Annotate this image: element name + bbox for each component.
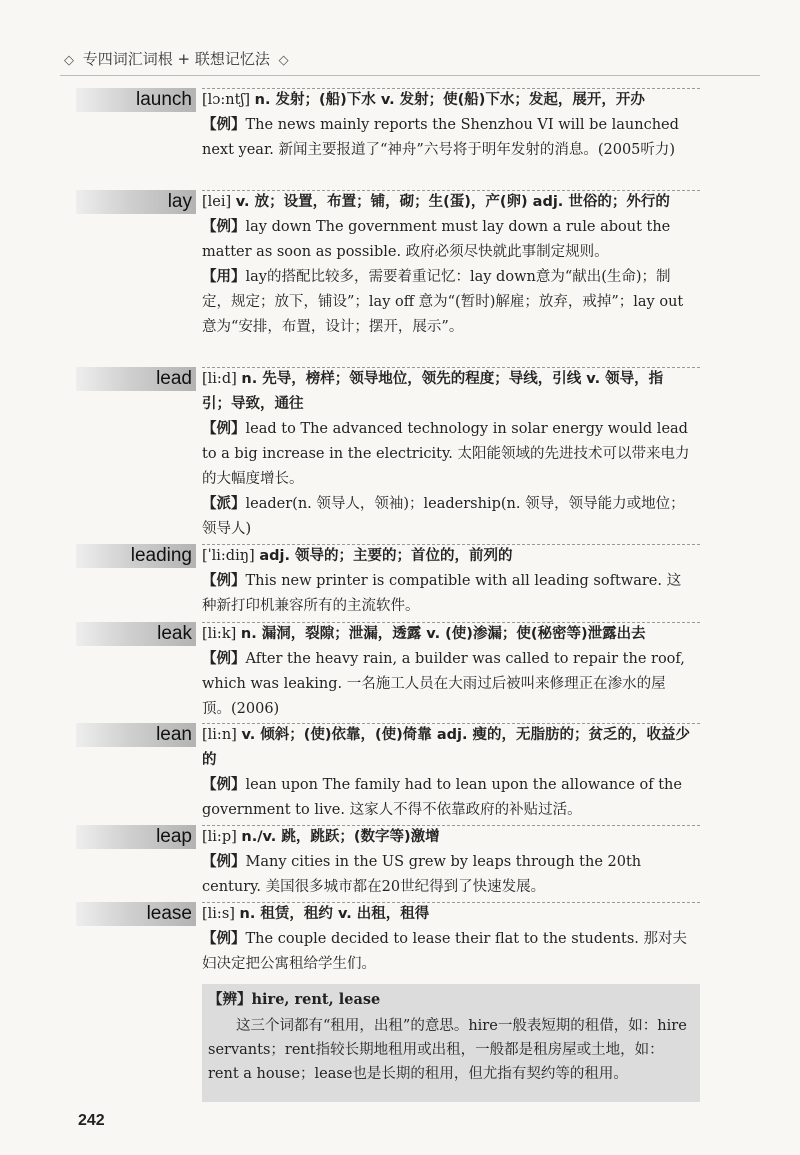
phonetic: [li:p]: [202, 829, 237, 845]
phonetic: [li:n]: [202, 727, 237, 743]
example-tag: 【例】: [202, 651, 246, 667]
example-text: Many cities in the US grew by leaps through the 20th century. 美国很多城市都在20世纪得到了快速发展。: [202, 854, 642, 895]
running-header: [60, 48, 760, 74]
example-text: The news mainly reports the Shenzhou VI will be launched next year. 新闻主要报道了“神舟”六号将于明年发射的消息。(2005听力): [202, 117, 679, 158]
example-text: This new printer is compatible with all leading software. 这种新打印机兼容所有的主流软件。: [202, 573, 682, 614]
example-tag: 【例】: [202, 777, 246, 793]
page-number: 242: [78, 1112, 105, 1129]
headword: lay: [167, 191, 192, 212]
example-tag: 【例】: [202, 854, 246, 870]
diamond-icon: ◇: [64, 53, 74, 68]
definition-line: [202, 367, 692, 417]
usage-line: [202, 265, 692, 340]
definition: v. 放；设置，布置；铺，砌；生(蛋)，产(卵) adj. 世俗的；外行的: [235, 194, 670, 210]
entry-body: [202, 544, 692, 619]
definition-line: [202, 190, 692, 215]
definition: n. 租赁，租约 v. 出租，租得: [239, 906, 430, 922]
definition: v. 倾斜；(使)依靠，(使)倚靠 adj. 瘦的，无脂肪的；贫乏的，收益少的: [202, 727, 691, 768]
entry-body: [202, 825, 692, 900]
example-tag: 【例】: [202, 421, 246, 437]
headword: lease: [146, 903, 192, 924]
header-rule: [60, 75, 760, 76]
definition: adj. 领导的；主要的；首位的，前列的: [259, 548, 513, 564]
usage-note-box: [202, 984, 700, 1102]
note-text: 这三个词都有“租用，出租”的意思。hire一般表短期的租借，如：hire servants；rent指较长期地租用或出租，一般都是租房屋或土地，如：rent a house；lease也是长期的租用，但尤指有契约等的租用。: [208, 1018, 687, 1082]
example-line: [202, 773, 692, 823]
entry-body: [202, 367, 692, 542]
example-line: [202, 215, 692, 265]
entry-body: [202, 902, 692, 977]
headword: lean: [156, 724, 192, 745]
phonetic: [li:d]: [202, 371, 237, 387]
phonetic: [li:s]: [202, 906, 235, 922]
phonetic: [lɔ:ntʃ]: [202, 92, 251, 108]
example-tag: 【例】: [202, 573, 246, 589]
example-text: lean upon The family had to lean upon the allowance of the government to live. 这家人不得不依靠政府的补贴过活。: [202, 777, 682, 818]
headword: leak: [157, 623, 192, 644]
example-text: lay down The government must lay down a rule about the matter as soon as possible. 政府必须尽快就此事制定规则。: [202, 219, 671, 260]
entry-body: [202, 723, 692, 823]
headword: leading: [130, 545, 192, 566]
definition-line: [202, 88, 692, 113]
example-tag: 【例】: [202, 219, 246, 235]
example-text: lead to The advanced technology in solar energy would lead to a big increase in the electricity. 太阳能领域的先进技术可以带来电力的大幅度增长。: [202, 421, 690, 487]
derivative-text: leader(n. 领导人，领袖)；leadership(n. 领导，领导能力或地位；领导人): [202, 496, 685, 537]
headword: leap: [156, 826, 192, 847]
usage-text: lay的搭配比较多，需要着重记忆：lay down意为“献出(生命)；制定，规定；放下，铺设”；lay off 意为“(暂时)解雇；放弃，戒掉”；lay out意为“安排，布置，设计；摆开，展示”。: [202, 269, 684, 335]
definition-line: [202, 902, 692, 927]
example-line: [202, 417, 692, 492]
diamond-icon: ◇: [278, 53, 289, 68]
note-title: 【辨】hire, rent, lease: [208, 991, 381, 1008]
example-text: The couple decided to lease their flat to the students. 那对夫妇决定把公寓租给学生们。: [202, 931, 688, 972]
phonetic: [lei]: [202, 194, 232, 210]
definition: n./v. 跳，跳跃；(数字等)激增: [241, 829, 440, 845]
example-tag: 【例】: [202, 931, 246, 947]
usage-tag: 【用】: [202, 269, 246, 285]
derivative-tag: 【派】: [202, 496, 246, 512]
example-line: [202, 647, 692, 722]
entry-body: [202, 622, 692, 722]
definition-line: [202, 825, 692, 850]
definition: n. 先导，榜样；领导地位，领先的程度；导线，引线 v. 领导，指引；导致，通往: [202, 371, 664, 412]
example-line: [202, 850, 692, 900]
example-tag: 【例】: [202, 117, 246, 133]
definition-line: [202, 723, 692, 773]
example-text: After the heavy rain, a builder was called to repair the roof, which was leaking. 一名施工人员在大雨过后被叫来修理正在渗水的屋顶。(2006): [202, 651, 685, 717]
example-line: [202, 113, 692, 163]
example-line: [202, 927, 692, 977]
entry-body: [202, 88, 692, 163]
header-title: 专四词汇词根 + 联想记忆法: [82, 50, 270, 68]
definition: n. 漏洞，裂隙；泄漏，透露 v. (使)渗漏；使(秘密等)泄露出去: [240, 626, 646, 642]
headword: launch: [136, 89, 192, 110]
phonetic: [ˈli:diŋ]: [202, 548, 255, 564]
definition-line: [202, 622, 692, 647]
definition: n. 发射；(船)下水 v. 发射；使(船)下水；发起，展开，开办: [254, 92, 645, 108]
definition-line: [202, 544, 692, 569]
example-line: [202, 569, 692, 619]
derivative-line: [202, 492, 692, 542]
headword: lead: [156, 368, 192, 389]
phonetic: [li:k]: [202, 626, 237, 642]
entry-body: [202, 190, 692, 340]
